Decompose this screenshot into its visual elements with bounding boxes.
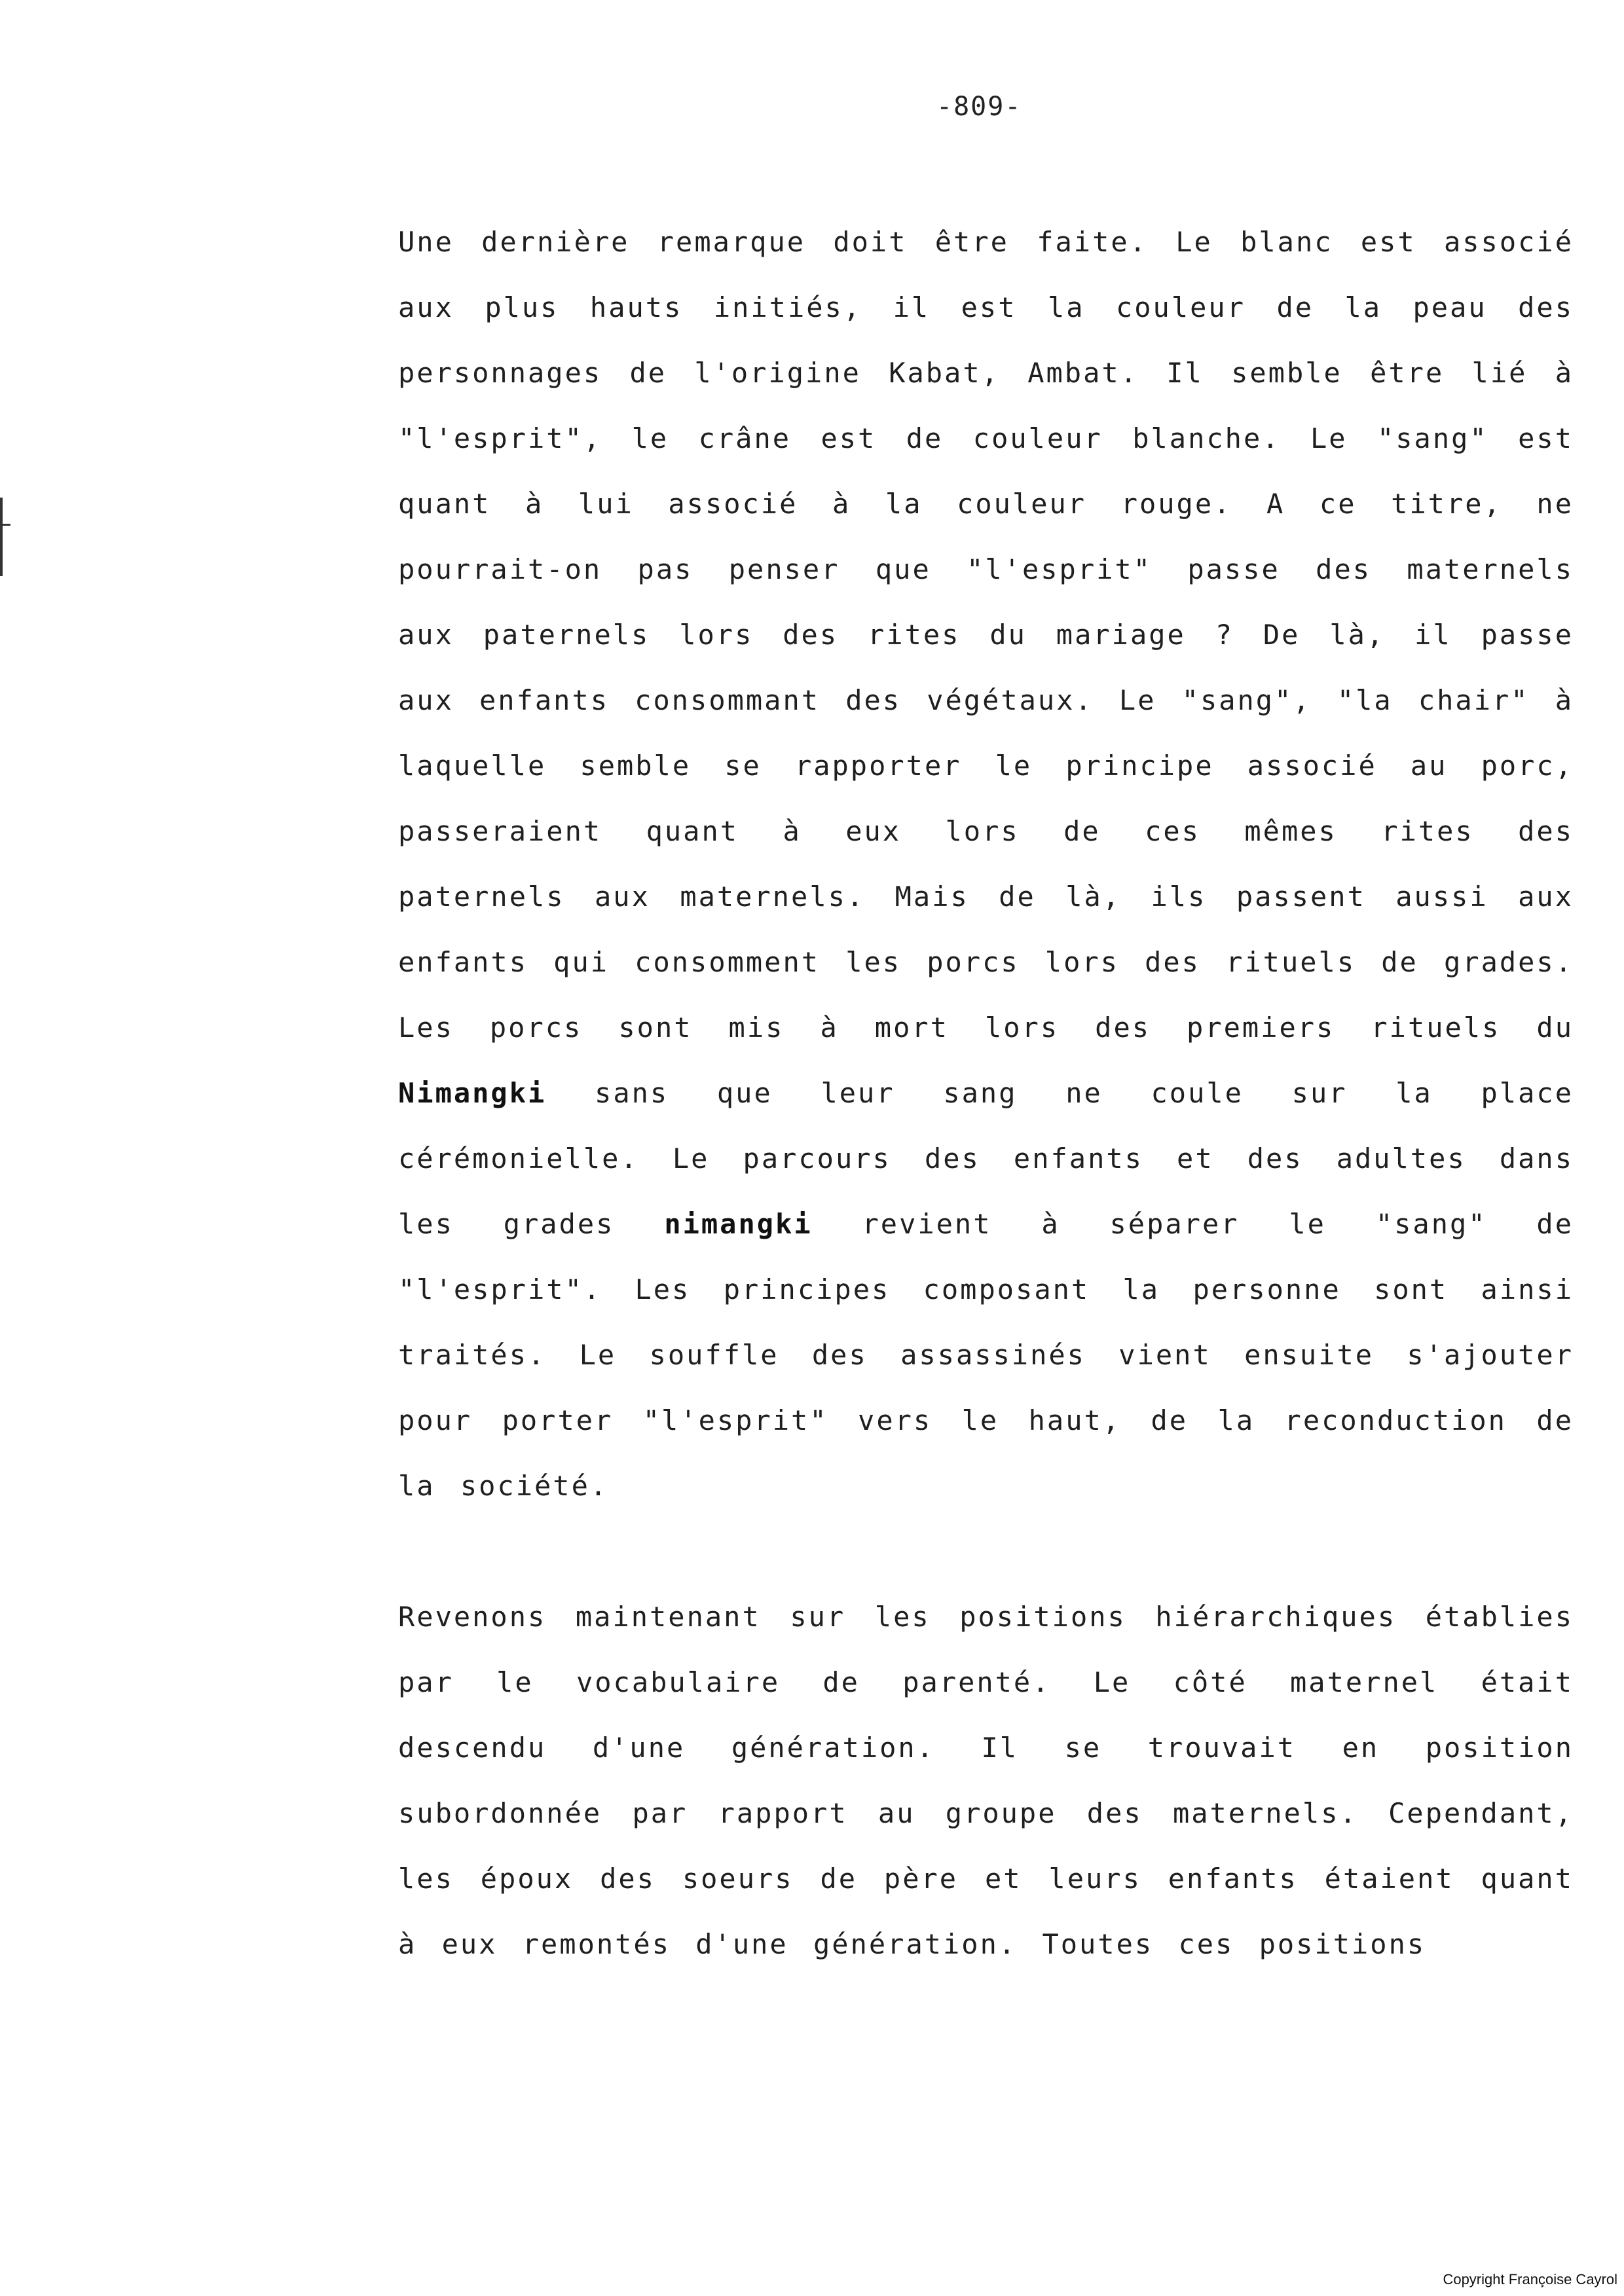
term-nimangki: nimangki [664, 1208, 813, 1240]
paragraph-1-text-a: Une dernière remarque doit être faite. Le blanc est associé aux plus hauts initiés, il est la couleur de la peau des personnages de l'origine Kabat, Ambat. Il semble être lié à "l'esprit", le crâne est de couleur blanche. Le "sang" est quant à lui associé à la couleur rouge. A ce titre, ne pourrait-on pas penser que "l'esprit" passe des maternels aux paternels lors des rites du mariage ? De là, il passe aux enfants consommant des végétaux. Le "sang", "la chair" à laquelle semble se rapporter le principe associé au porc, passeraient quant à eux lors de ces mêmes rites des paternels aux maternels. Mais de là, ils passent aussi aux enfants qui consomment les porcs lors des rituels de grades. Les porcs sont mis à mort lors des premiers rituels du [398, 226, 1574, 1044]
scan-margin-tick [0, 524, 10, 526]
paragraph-2: Revenons maintenant sur les positions hiérarchiques établies par le vocabulaire de parenté. Le côté maternel était descendu d'une génération. Il se trouvait en position subordonnée par rapport au groupe des maternels. Cependant, les époux des soeurs de père et leurs enfants étaient quant à eux remontés d'une génération. Toutes ces positions [398, 1601, 1574, 1960]
paragraph-1-text-c: revient à séparer le "sang" de "l'esprit". Les principes composant la personne sont ainsi traités. Le souffle des assassinés vient ensuite s'ajouter pour porter "l'esprit" vers le haut, de la reconduction de la société. [398, 1208, 1574, 1502]
page-number: -809- [936, 92, 1022, 122]
term-nimangki-capitalized: Nimangki [398, 1077, 547, 1109]
copyright-notice: Copyright Françoise Cayrol [1443, 2271, 1617, 2287]
paragraph-1-text-b: sans que leur sang ne coule sur la place cérémonielle. Le parcours des enfants et des adultes dans les grades [398, 1077, 1574, 1240]
scan-margin-mark [0, 498, 3, 576]
paragraph-1 [398, 210, 1574, 1519]
